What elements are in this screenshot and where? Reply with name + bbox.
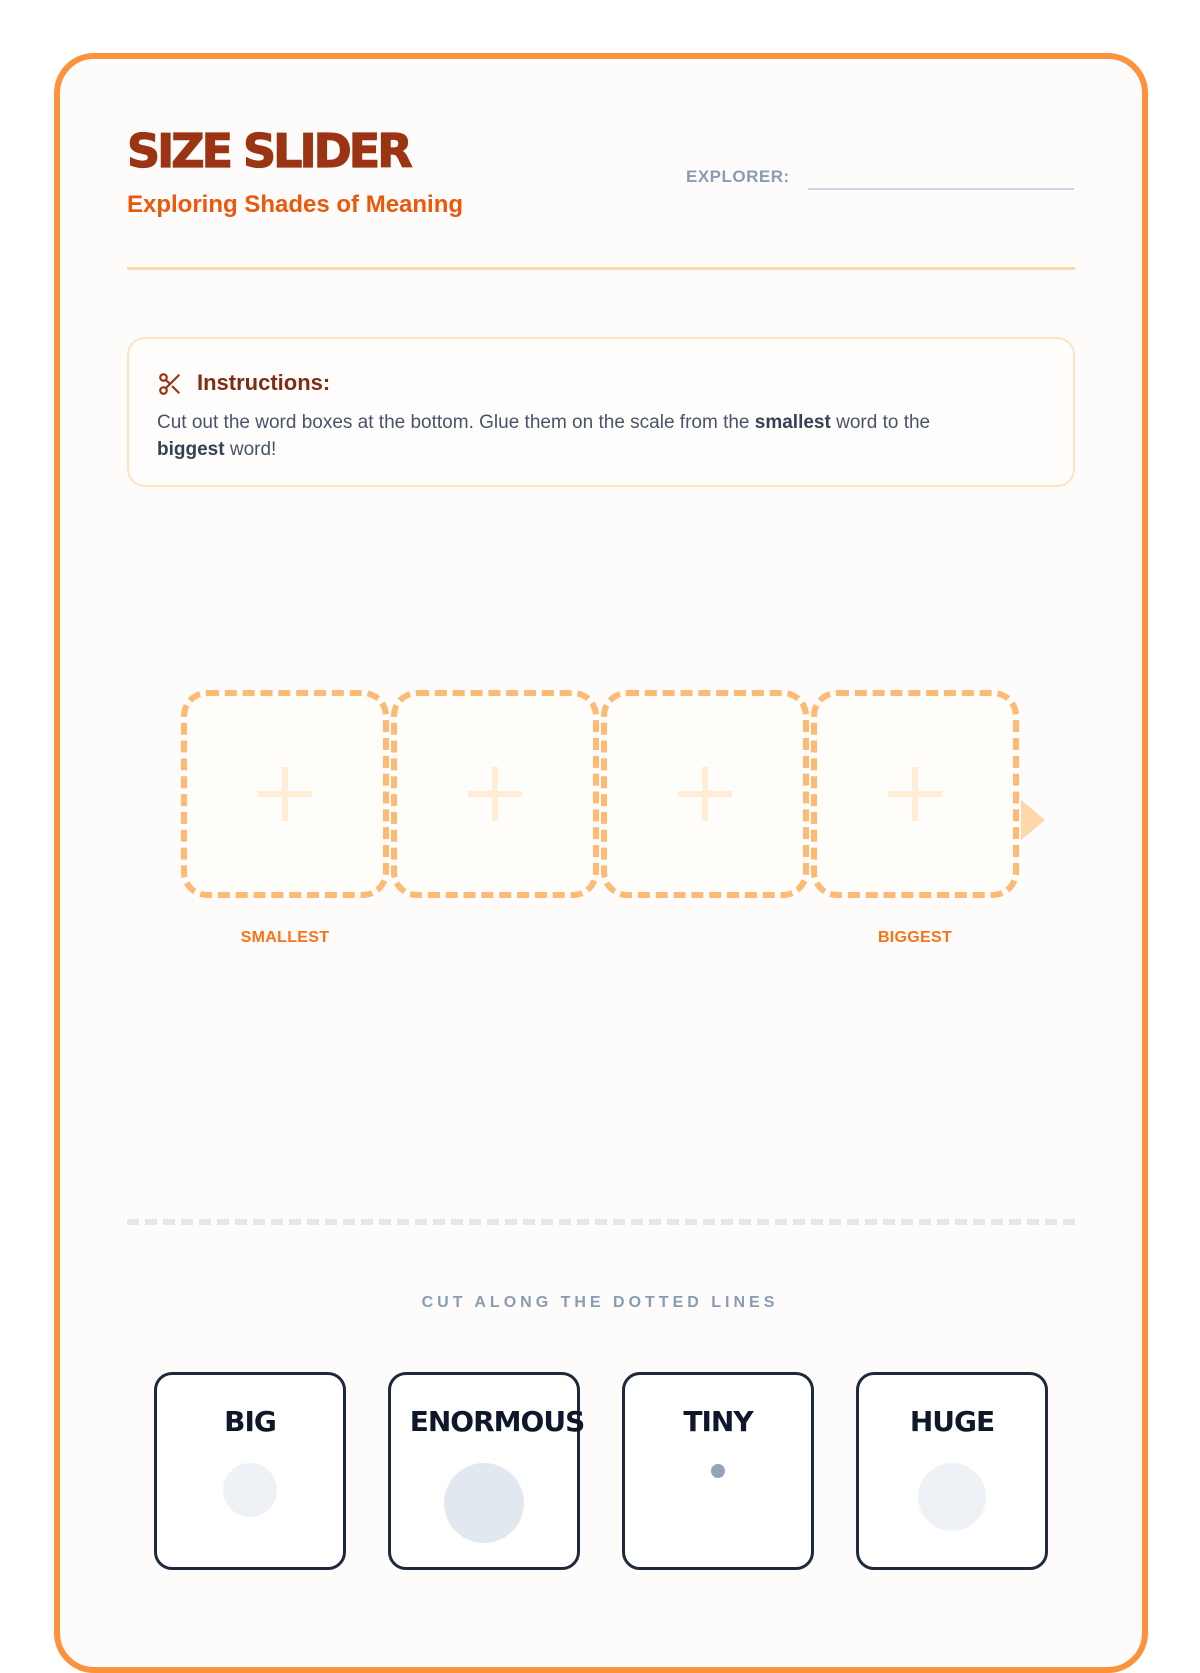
plus-icon [678,767,732,821]
word-card-huge[interactable] [856,1372,1048,1570]
word-card-big[interactable] [154,1372,346,1570]
cut-line [127,1219,1075,1225]
explorer-name-field[interactable] [808,188,1074,190]
page-title: SIZE SLIDER [127,124,410,178]
size-dot-icon [223,1463,277,1517]
word-card-tiny[interactable] [622,1372,814,1570]
scale-slot-4[interactable] [811,690,1019,898]
cut-caption: CUT ALONG THE DOTTED LINES [421,1294,779,1311]
instructions-text-part: word! [224,439,277,460]
plus-icon [888,767,942,821]
word-card-label: ENORMOUS [409,1405,585,1438]
header-divider [127,267,1075,270]
size-dot-icon [711,1464,725,1478]
scale-slot-3[interactable] [601,690,809,898]
arrow-right-icon [1021,800,1045,840]
instructions-heading: Instructions: [197,370,331,395]
instructions-emphasis-biggest: biggest [157,439,225,460]
word-card-label: BIG [224,1405,276,1438]
scale-slot-2[interactable] [391,690,599,898]
instructions-text-part: word to the [830,412,931,433]
label-smallest: SMALLEST [240,929,330,946]
scale-slot-1[interactable] [181,690,389,898]
label-biggest: BIGGEST [877,929,953,946]
instructions-text-part: Cut out the word boxes at the bottom. Glue them on the scale from the [157,412,755,433]
plus-icon [468,767,522,821]
plus-icon [258,767,312,821]
scissors-icon [157,371,183,397]
page-subtitle: Exploring Shades of Meaning [127,191,464,218]
instructions-text [157,409,1037,463]
instructions-box [127,337,1075,487]
size-dot-icon [918,1463,986,1531]
word-card-enormous[interactable] [388,1372,585,1570]
explorer-label: EXPLORER: [686,167,790,186]
size-dot-icon [444,1463,524,1543]
instructions-emphasis-smallest: smallest [754,412,831,433]
word-card-label: TINY [683,1405,753,1438]
word-card-label: HUGE [909,1405,995,1438]
